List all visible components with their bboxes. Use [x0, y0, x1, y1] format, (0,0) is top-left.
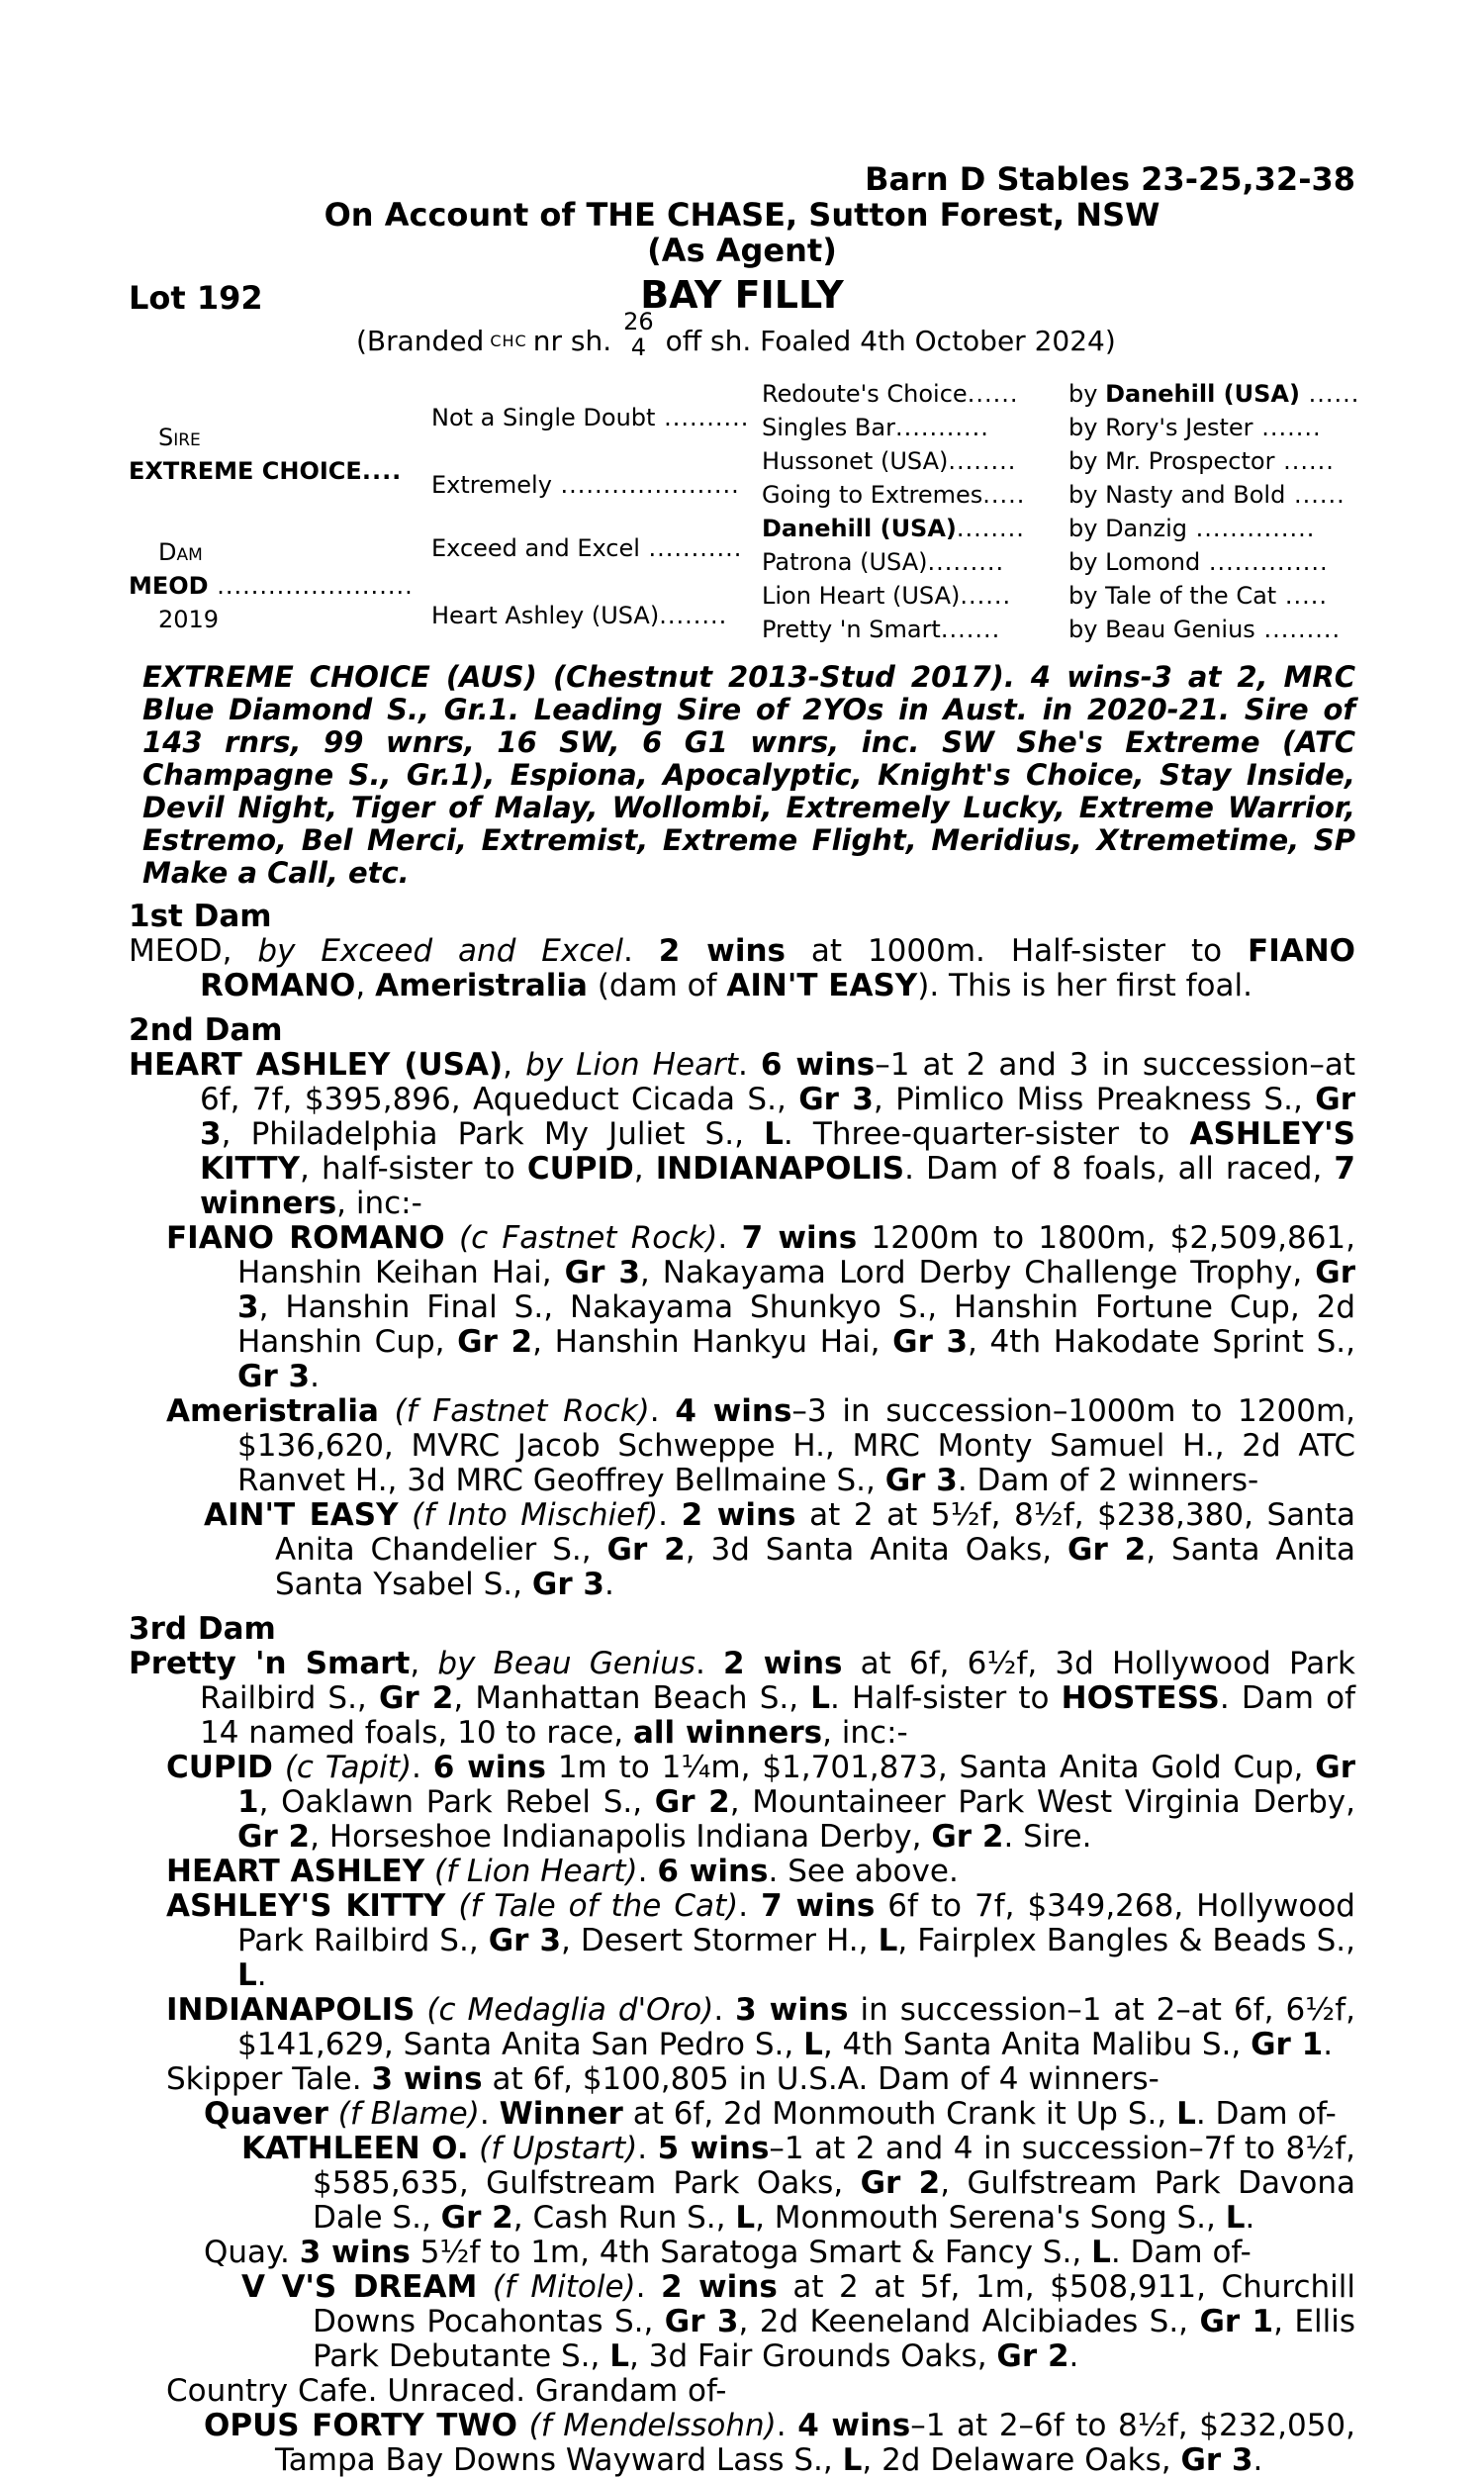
barn-location: Barn D Stables 23-25,32-38: [865, 160, 1355, 198]
g3-ancestor-sire: by Danehill (USA) ......: [1068, 380, 1360, 408]
g3-ancestor-sire: by Mr. Prospector ......: [1068, 447, 1335, 475]
pedigree-table: [0, 380, 1484, 647]
g3-by: by: [1068, 414, 1106, 441]
g3-by: by: [1068, 616, 1106, 643]
pedigree-body: [129, 661, 1355, 2478]
g3-ancestor-sire: by Tale of the Cat .....: [1068, 582, 1328, 610]
dam-label: Dam: [158, 538, 203, 566]
g3-ancestor-sire: by Danzig ..............: [1068, 515, 1316, 542]
third-generation: [762, 380, 1365, 647]
brand-mark: CHC: [490, 331, 527, 350]
g3-sire-name: Tale of the Cat: [1105, 582, 1277, 610]
g3-ancestor-name: Patrona (USA): [762, 548, 928, 576]
dam-name-text: MEOD: [129, 572, 209, 600]
brand-foaled: off sh. Foaled 4th October 2024): [665, 324, 1116, 357]
g3-ancestor-sire: by Rory's Jester .......: [1068, 414, 1322, 441]
g3-by: by: [1068, 582, 1106, 610]
pedigree-entry: MEOD, by Exceed and Excel. 2 wins at 1000m. Half-sister to FIANO ROMANO, Ameristralia (dam of AIN'T EASY). This is her first foal.: [129, 933, 1356, 1003]
sire-label: Sire: [158, 424, 201, 451]
g3-by: by: [1068, 481, 1106, 509]
g3-ancestor-sire: by Lomond ..............: [1068, 548, 1329, 576]
g3-sire-name: Nasty and Bold: [1105, 481, 1286, 509]
pedigree-entry: CUPID (c Tapit). 6 wins 1m to 1¼m, $1,701,873, Santa Anita Gold Cup, Gr 1, Oaklawn Park Rebel S., Gr 2, Mountaineer Park West Virginia Derby, Gr 2, Horseshoe Indianapolis Indiana Derby, Gr 2. Sire.: [166, 1750, 1355, 1855]
brand-info: [356, 308, 1116, 366]
vendor-agent: (As Agent): [647, 232, 837, 269]
dams-dam: Heart Ashley (USA)........: [431, 602, 728, 629]
g3-ancestor-name: Hussonet (USA): [762, 447, 949, 475]
g3-ancestor-sire: by Nasty and Bold ......: [1068, 481, 1345, 509]
g3-ancestor: Lion Heart (USA)......: [762, 582, 1012, 610]
g3-ancestor-name: Pretty 'n Smart: [762, 616, 941, 643]
g3-ancestor: Singles Bar...........: [762, 414, 989, 441]
vendor-account: On Account of THE CHASE, Sutton Forest, NSW: [324, 196, 1160, 234]
sires-sire: Not a Single Doubt ..........: [431, 404, 750, 431]
brand-number-top: 26: [623, 308, 654, 335]
g3-ancestor: Pretty 'n Smart.......: [762, 616, 1001, 643]
brand-number-bottom: 4: [630, 334, 647, 361]
heading-first-dam: 1st Dam: [129, 899, 272, 934]
g3-sire-name: Rory's Jester: [1105, 414, 1253, 441]
dam-year: 2019: [158, 606, 220, 633]
pedigree-entry: OPUS FORTY TWO (f Mendelssohn). 4 wins–1 at 2–6f to 8½f, $232,050, Tampa Bay Downs Wayward Lass S., L, 2d Delaware Oaks, Gr 3.: [204, 2408, 1355, 2478]
sires-dam-name: Extremely: [431, 471, 552, 499]
g3-ancestor-name: Danehill (USA): [762, 515, 957, 542]
pedigree-entry: Skipper Tale. 3 wins at 6f, $100,805 in U.S.A. Dam of 4 winners-: [166, 2061, 1159, 2097]
brand-number: [623, 309, 654, 360]
g3-ancestor: Redoute's Choice......: [762, 380, 1019, 408]
g3-by: by: [1068, 380, 1106, 408]
pedigree-entry: HEART ASHLEY (USA), by Lion Heart. 6 wins–1 at 2 and 3 in succession–at 6f, 7f, $395,896, Aqueduct Cicada S., Gr 3, Pimlico Miss Preakness S., Gr 3, Philadelphia Park My Juliet S., L. Three-quarter-sister to ASHLEY'S KITTY, half-sister to CUPID, INDIANAPOLIS. Dam of 8 foals, all raced, 7 winners, inc:-: [129, 1047, 1356, 1221]
pedigree-entry: AIN'T EASY (f Into Mischief). 2 wins at 2 at 5½f, 8½f, $238,380, Santa Anita Chandelier S., Gr 2, 3d Santa Anita Oaks, Gr 2, Santa Anita Santa Ysabel S., Gr 3.: [204, 1497, 1355, 1602]
g3-ancestor: Hussonet (USA)........: [762, 447, 1017, 475]
pedigree-entry: Quaver (f Blame). Winner at 6f, 2d Monmouth Crank it Up S., L. Dam of-: [204, 2096, 1337, 2132]
g3-sire-name: Lomond: [1105, 548, 1201, 576]
lot-number: Lot 192: [129, 279, 263, 317]
g3-ancestor-sire: by Beau Genius .........: [1068, 616, 1342, 643]
g3-by: by: [1068, 515, 1106, 542]
g3-by: by: [1068, 447, 1106, 475]
heading-third-dam: 3rd Dam: [129, 1611, 276, 1647]
brand-prefix: (Branded: [356, 324, 485, 357]
pedigree-entry: FIANO ROMANO (c Fastnet Rock). 7 wins 1200m to 1800m, $2,509,861, Hanshin Keihan Hai, Gr 3, Nakayama Lord Derby Challenge Trophy, Gr 3, Hanshin Final S., Nakayama Shunkyo S., Hanshin Fortune Cup, 2d Hanshin Cup, Gr 2, Hanshin Hankyu Hai, Gr 3, 4th Hakodate Sprint S., Gr 3.: [166, 1220, 1356, 1394]
pedigree-entry: INDIANAPOLIS (c Medaglia d'Oro). 3 wins in succession–1 at 2–at 6f, 6½f, $141,629, Santa Anita San Pedro S., L, 4th Santa Anita Malibu S., Gr 1.: [166, 1992, 1355, 2062]
heading-second-dam: 2nd Dam: [129, 1012, 283, 1048]
pedigree-entry: ASHLEY'S KITTY (f Tale of the Cat). 7 wins 6f to 7f, $349,268, Hollywood Park Railbird S., Gr 3, Desert Stormer H., L, Fairplex Bangles & Beads S., L.: [166, 1888, 1355, 1993]
sire-name-text: EXTREME CHOICE: [129, 457, 362, 485]
sire-blurb: EXTREME CHOICE (AUS) (Chestnut 2013-Stud 2017). 4 wins-3 at 2, MRC Blue Diamond S., Gr.1. Leading Sire of 2YOs in Aust. in 2020-21. Sire of 143 rnrs, 99 wnrs, 16 SW, 6 G1 wnrs, inc. SW She's Extreme (ATC Champagne S., Gr.1), Espiona, Apocalyptic, Knight's Choice, Stay Inside, Devil Night, Tiger of Malay, Wollombi, Extremely Lucky, Extreme Warrior, Estremo, Bel Merci, Extremist, Extreme Flight, Meridius, Xtremetime, SP Make a Call, etc.: [142, 660, 1355, 890]
sire-name: EXTREME CHOICE....: [129, 457, 403, 485]
g3-by: by: [1068, 548, 1106, 576]
g3-ancestor: Going to Extremes.....: [762, 481, 1026, 509]
g3-sire-name: Mr. Prospector: [1105, 447, 1275, 475]
horse-description: BAY FILLY: [640, 273, 844, 317]
sires-sire-name: Not a Single Doubt: [431, 404, 656, 431]
g3-ancestor-name: Lion Heart (USA): [762, 582, 961, 610]
pedigree-entry: Country Cafe. Unraced. Grandam of-: [166, 2373, 727, 2409]
dam-name: MEOD .......................: [129, 572, 414, 600]
pedigree-entry: V V'S DREAM (f Mitole). 2 wins at 2 at 5f, 1m, $508,911, Churchill Downs Pocahontas S., Gr 3, 2d Keeneland Alcibiades S., Gr 1, Ellis Park Debutante S., L, 3d Fair Grounds Oaks, Gr 2.: [241, 2269, 1355, 2374]
g3-sire-name: Danehill (USA): [1105, 380, 1300, 408]
pedigree-entry: Pretty 'n Smart, by Beau Genius. 2 wins at 6f, 6½f, 3d Hollywood Park Railbird S., Gr 2, Manhattan Beach S., L. Half-sister to HOSTESS. Dam of 14 named foals, 10 to race, all winners, inc:-: [129, 1646, 1356, 1751]
g3-ancestor: Patrona (USA).........: [762, 548, 1005, 576]
g3-sire-name: Danzig: [1105, 515, 1187, 542]
pedigree-entry: KATHLEEN O. (f Upstart). 5 wins–1 at 2 and 4 in succession–7f to 8½f, $585,635, Gulfstream Park Oaks, Gr 2, Gulfstream Park Davona Dale S., Gr 2, Cash Run S., L, Monmouth Serena's Song S., L.: [241, 2131, 1355, 2236]
pedigree-entry: Quay. 3 wins 5½f to 1m, 4th Saratoga Smart & Fancy S., L. Dam of-: [204, 2235, 1252, 2270]
g3-ancestor-name: Going to Extremes: [762, 481, 983, 509]
pedigree-entry: HEART ASHLEY (f Lion Heart). 6 wins. See above.: [166, 1854, 959, 1889]
dams-sire-name: Exceed and Excel: [431, 534, 640, 562]
dams-sire: Exceed and Excel ...........: [431, 534, 743, 562]
brand-near: nr sh.: [532, 324, 612, 357]
pedigree-entry: Ameristralia (f Fastnet Rock). 4 wins–3 in succession–1000m to 1200m, $136,620, MVRC Jacob Schweppe H., MRC Monty Samuel H., 2d ATC Ranvet H., 3d MRC Geoffrey Bellmaine S., Gr 3. Dam of 2 winners-: [166, 1393, 1356, 1498]
g3-ancestor-name: Redoute's Choice: [762, 380, 968, 408]
g3-ancestor-name: Singles Bar: [762, 414, 895, 441]
sires-dam: Extremely .....................: [431, 471, 740, 499]
dams-dam-name: Heart Ashley (USA): [431, 602, 660, 629]
g3-sire-name: Beau Genius: [1105, 616, 1255, 643]
g3-ancestor: Danehill (USA)........: [762, 515, 1025, 542]
